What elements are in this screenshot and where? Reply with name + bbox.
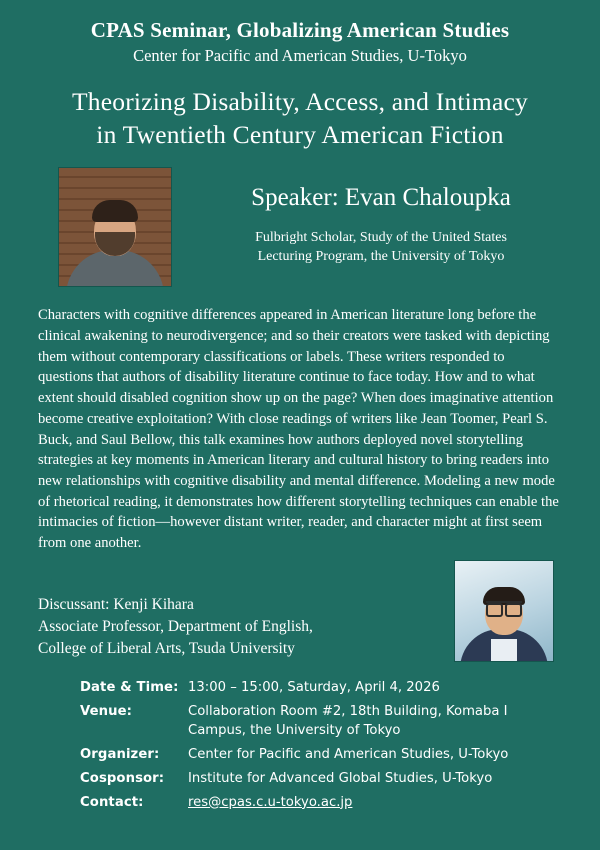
discussant-portrait-shirt	[491, 639, 517, 662]
series-subtitle: Center for Pacific and American Studies, U-Tokyo	[133, 46, 467, 66]
details-label: Date & Time:	[80, 679, 179, 695]
discussant-name: Discussant: Kenji Kihara	[38, 595, 194, 613]
details-label: Contact:	[80, 794, 144, 810]
speaker-text-block	[172, 167, 572, 267]
details-row-cosponsor	[80, 769, 520, 789]
details-label: Venue:	[80, 703, 133, 719]
speaker-affiliation-line-1: Fulbright Scholar, Study of the United States	[255, 230, 507, 246]
event-details	[80, 678, 520, 813]
glasses-icon	[486, 601, 522, 614]
speaker-affiliation-line-2: Lecturing Program, the University of Tokyo	[257, 249, 505, 265]
discussant-affiliation-line-1: Associate Professor, Department of English,	[38, 617, 313, 635]
details-label: Cosponsor:	[80, 771, 165, 786]
details-value	[188, 702, 520, 742]
details-row-date	[80, 678, 520, 698]
details-row-venue	[80, 702, 520, 742]
discussant-affiliation-line-2: College of Liberal Arts, Tsuda University	[38, 639, 295, 657]
discussant-section	[38, 560, 562, 662]
talk-title-line-2: in Twentieth Century American Fiction	[96, 119, 504, 149]
talk-title	[34, 86, 566, 151]
speaker-name: Speaker: Evan Chaloupka	[251, 184, 511, 212]
discussant-portrait	[454, 560, 554, 662]
details-label: Organizer:	[80, 747, 160, 763]
contact-email-link[interactable]: res@cpas.c.u-tokyo.ac.jp	[188, 794, 353, 810]
details-row-contact	[80, 793, 520, 813]
discussant-text-block	[38, 560, 454, 660]
details-value: Institute for Advanced Global Studies, U-Tokyo	[188, 771, 493, 786]
details-value-line-2: Campus, the University of Tokyo	[188, 723, 401, 739]
details-value: Center for Pacific and American Studies, U-Tokyo	[188, 747, 509, 763]
series-title: CPAS Seminar, Globalizing American Studies	[90, 18, 510, 42]
speaker-section	[28, 167, 572, 287]
abstract-text: Characters with cognitive differences appeared in American literature long before the clinical awakening to neurodivergence; and so their creators were tasked with depicting them without contemporary classifications or labels. These writers responded to questions that authors of disability literature continue to face today. How and to what extent should disabled cognition show up on the page? When does imaginative attention become creative exploitation? With close readings of writers like Jean Toomer, Pearl S. Buck, and Saul Bellow, this talk examines how authors deployed novel storytelling strategies at key moments in American literary and cultural history to bring readers into new relationships with cognitive disability and mental difference. Modeling a new mode of rhetorical reading, it demonstrates how different storytelling techniques can enable the intimacies of fiction—however distant writer, reader, and character might at first seem from one another.	[38, 307, 559, 552]
speaker-portrait	[58, 167, 172, 287]
speaker-affiliation	[190, 229, 572, 267]
details-row-organizer	[80, 745, 520, 765]
details-value-line-1: Collaboration Room #2, 18th Building, Komaba I	[188, 703, 508, 719]
talk-title-line-1: Theorizing Disability, Access, and Intimacy	[72, 86, 528, 116]
details-value: 13:00 – 15:00, Saturday, April 4, 2026	[188, 679, 440, 695]
portrait-hair	[92, 200, 138, 222]
